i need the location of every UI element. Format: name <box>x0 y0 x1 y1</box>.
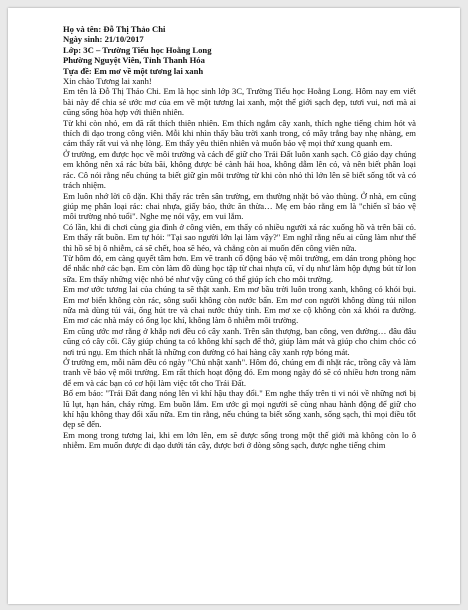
dob-value: 21/10/2017 <box>104 34 144 45</box>
paragraph: Ở trường em, mỗi năm đều có ngày "Chủ nhật xanh". Hôm đó, chúng em đi nhặt rác, trồng cây và làm tranh về bảo vệ môi trường. Em rất thích hoạt động đó. Em mong ngày đó sẽ có nhiều hơn trong năm để em và các bạn có cơ hội làm việc tốt cho Trái Đất. <box>63 357 416 388</box>
paragraph: Em tên là Đỗ Thị Thảo Chi. Em là học sinh lớp 3C, Trường Tiểu học Hoằng Long. Hôm nay em viết bài này để chia sẻ ước mơ của em về một tương lai xanh, một thế giới sạch đẹp, tươi vui, nơi mà ai cũng sống hòa hợp với thiên nhiên. <box>63 86 416 118</box>
essay-title-line <box>63 66 416 76</box>
paragraph: Xin chào Tương lai xanh! <box>63 76 152 87</box>
dob-line <box>63 34 416 44</box>
paragraph: Em mong trong tương lai, khi em lớn lên, em sẽ được sống trong một thế giới mà không còn lo ô nhiễm. Em muốn được đi dạo dưới tán cây, được bơi ở dòng sông sạch, được nghe tiếng chim <box>63 429 416 451</box>
dob-label: Ngày sinh: <box>63 34 103 45</box>
class-value: 3C – Trường Tiểu học Hoằng Long <box>83 44 212 55</box>
title-label: Tựa đề: <box>63 65 92 76</box>
paragraph: Bố em bảo: "Trái Đất đang nóng lên vì khí hậu thay đổi." Em nghe thấy trên ti vi nói về những nơi bị lũ lụt, hạn hán, cháy rừng. Em buồn lắm. Em ước gì mọi người sẽ cùng nhau hành động để giữ cho khí hậu không thay đổi xấu nữa. Em tin rằng, nếu chúng ta biết sống xanh, sống sạch, thì mọi điều tốt đẹp sẽ đến. <box>63 388 416 430</box>
paragraph: Từ khi còn nhỏ, em đã rất thích thiên nhiên. Em thích ngắm cây xanh, thích nghe tiếng chim hót và thích đi dạo trong công viên. Mỗi khi nhìn thấy bầu trời xanh trong, có mây trắng bay nhẹ nhàng, em cảm thấy rất vui và nhẹ lòng. Em thấy yêu thiên nhiên và muốn bảo vệ mọi thứ xung quanh em. <box>63 117 416 149</box>
class-label: Lớp: <box>63 44 82 55</box>
paragraph: Em mơ ước tương lai của chúng ta sẽ thật xanh. Em mơ bầu trời luôn trong xanh, không có khói bụi. Em mơ biển không còn rác, sông suối không còn nước bẩn. Em mơ con người không dùng túi nilon nữa mà dùng túi vải, ống hút tre và chai nước thủy tinh. Em mơ xe cộ không còn xả khói ra đường. Em mơ các nhà máy có ống lọc khí, không làm ô nhiễm môi trường. <box>63 284 416 326</box>
paragraph: Có lần, khi đi chơi cùng gia đình ở công viên, em thấy có nhiều người xả rác xuống hồ và trên bãi cỏ. Em thấy rất buồn. Em tự hỏi: "Tại sao người lớn lại làm vậy?" Em nghĩ rằng nếu ai cũng làm như thế thì hồ sẽ bị ô nhiễm, cá sẽ chết, hoa sẽ héo, và chẳng còn ai muốn đến công viên nữa. <box>63 221 416 253</box>
name-value: Đỗ Thị Thảo Chi <box>103 24 166 34</box>
name-label: Họ và tên: <box>63 24 102 34</box>
title-value: Em mơ về một tương lai xanh <box>93 65 204 76</box>
paragraph: Ở trường, em được học về môi trường và cách để giữ cho Trái Đất luôn xanh sạch. Cô giáo dạy chúng em không nên xả rác bừa bãi, không được bẻ cành hái hoa, không dẫm lên cỏ, và nên biết phân loại rác. Cô nói rằng nếu chúng ta biết giữ gìn môi trường từ khi còn nhỏ thì lớn lên sẽ biết sống tốt và có trách nhiệm. <box>63 148 416 191</box>
essay-body <box>63 76 416 451</box>
document-page <box>8 8 460 604</box>
paragraph: Em luôn nhớ lời cô dặn. Khi thấy rác trên sân trường, em thường nhặt bỏ vào thùng. Ở nhà, em cũng giúp mẹ phân loại rác: chai nhựa, giấy báo, thức ăn thừa… Mẹ em bảo rằng em là "chiến sĩ bảo vệ môi trường nhỏ tuổi". Nghe mẹ nói vậy, em vui lắm. <box>63 190 416 222</box>
student-name-line <box>63 24 416 34</box>
paragraph: Em cũng ước mơ rằng ở khắp nơi đều có cây xanh. Trên sân thượng, ban công, ven đường… đâu đâu cũng có cây cối. Cây giúp chúng ta có không khí sạch để thở, giúp làm mát và giúp cho chim chóc có nơi trú ngụ. Em thích nhất là những con đường có hai hàng cây xanh rợp bóng mát. <box>63 325 416 357</box>
class-line <box>63 45 416 55</box>
paragraph: Từ hôm đó, em càng quyết tâm hơn. Em vẽ tranh cổ động bảo vệ môi trường, em dán trong phòng học để nhắc nhở các bạn. Em còn làm đồ dùng học tập từ chai nhựa cũ, ví dụ như làm hộp đựng bút từ lon sữa. Em thấy những việc nhỏ bé như vậy cũng có thể giúp ích cho môi trường. <box>63 252 416 284</box>
address-line: Phường Nguyệt Viên, Tỉnh Thanh Hóa <box>63 55 205 66</box>
